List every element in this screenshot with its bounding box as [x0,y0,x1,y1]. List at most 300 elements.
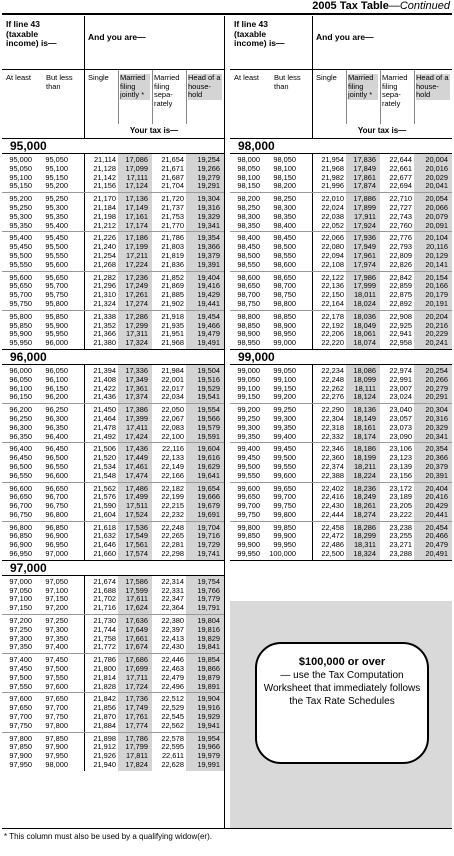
mfs-cell: 22,001 [161,374,184,384]
at-least-cell: 99,900 [237,540,260,550]
single-cell: 21,912 [93,742,116,752]
but-less-cell: 95,850 [45,311,68,321]
bracket-rows [2,365,224,560]
mfs-cell: 22,611 [161,751,184,761]
mfs-cell: 22,958 [389,338,412,348]
mfs-cell: 22,149 [161,461,184,471]
row-group [230,522,452,560]
mfs-label: Married filing sepa-rately [382,73,408,108]
single-cell: 22,318 [321,422,344,432]
bracket-98000 [230,139,452,350]
mfj-cell: 18,261 [353,501,376,511]
but-less-cell: 98,400 [273,220,296,230]
title-suffix: —Continued [388,0,450,12]
but-less-cell: 95,050 [45,155,68,164]
hoh-cell: 20,341 [425,431,448,441]
but-less-cell: 96,550 [45,461,68,471]
mfs-label: Married filing sepa-rately [154,73,180,108]
hoh-cell: 19,641 [197,470,220,480]
table-row [2,761,224,770]
single-cell: 21,856 [93,703,116,713]
but-less-cell: 95,200 [45,181,68,191]
at-least-cell: 95,250 [9,202,32,212]
at-least-cell: 97,300 [9,633,32,643]
mfs-cell: 22,776 [389,233,412,243]
mfj-cell: 18,024 [353,298,376,308]
mfj-cell: 17,349 [125,374,148,384]
mfj-cell: 18,211 [353,461,376,471]
mfs-cell: 22,694 [389,181,412,191]
single-cell: 21,702 [93,594,116,604]
hoh-cell: 20,379 [425,461,448,471]
but-less-cell: 96,500 [45,453,68,463]
but-less-cell: 99,250 [273,405,296,415]
at-least-cell: 99,950 [237,549,260,559]
but-less-cell: 97,100 [45,585,68,595]
hoh-cell: 20,366 [425,453,448,463]
mfj-cell: 17,986 [353,272,376,282]
single-cell: 22,122 [321,272,344,282]
single-cell: 22,332 [321,431,344,441]
hoh-cell: 19,404 [197,272,220,282]
at-least-cell: 99,400 [237,444,260,454]
hoh-cell: 20,304 [425,405,448,415]
single-cell: 21,422 [93,383,116,393]
but-less-cell: 98,450 [273,233,296,243]
at-least-cell: 95,400 [9,233,32,243]
single-cell: 22,094 [321,250,344,260]
hoh-cell: 19,279 [197,172,220,182]
row-group [230,311,452,349]
mfs-cell: 22,677 [389,172,412,182]
at-least-cell: 99,800 [237,522,260,532]
hoh-cell: 20,291 [425,392,448,402]
mfj-cell: 17,824 [125,760,148,770]
but-less-cell: 98,150 [273,172,296,182]
mfs-cell: 22,413 [161,633,184,643]
at-least-cell: 96,250 [9,413,32,423]
mfs-cell: 22,397 [161,624,184,634]
mfs-cell: 23,123 [389,453,412,463]
single-label: Single [88,73,109,82]
at-least-cell: 98,400 [237,233,260,243]
mfj-cell: 17,724 [125,681,148,691]
mfj-cell: 17,736 [125,694,148,704]
mfj-cell: 17,511 [125,501,148,511]
at-least-cell: 98,900 [237,329,260,339]
at-least-cell: 99,550 [237,470,260,480]
at-least-cell: 96,050 [9,374,32,384]
row-group [2,522,224,560]
mfj-cell: 17,386 [125,405,148,415]
mfs-cell: 22,364 [161,603,184,613]
hoh-cell: 19,441 [197,298,220,308]
single-cell: 21,170 [93,194,116,204]
single-cell: 21,674 [93,576,116,586]
mfs-cell: 22,727 [389,202,412,212]
single-cell: 21,940 [93,760,116,770]
but-less-cell: 99,350 [273,422,296,432]
but-less-cell: 96,350 [45,422,68,432]
mfs-cell: 23,189 [389,492,412,502]
bracket-heading: 96,000 [2,350,224,365]
hoh-cell: 19,904 [197,694,220,704]
hoh-cell: 20,104 [425,233,448,243]
but-less-cell: 98,900 [273,320,296,330]
mfj-cell: 17,536 [125,522,148,532]
at-least-cell: 97,950 [9,760,32,770]
but-less-cell: 99,900 [273,531,296,541]
mfs-cell: 22,578 [161,733,184,743]
single-cell: 21,646 [93,540,116,550]
mfs-cell: 21,687 [161,172,184,182]
but-less-cell: 99,550 [273,461,296,471]
mfj-cell: 18,186 [353,444,376,454]
notice-text: — use the Tax Computation Worksheet that immediately follows the Tax Rate Schedules [263,670,421,707]
single-cell: 21,618 [93,522,116,532]
mfj-cell: 17,636 [125,616,148,626]
mfs-cell: 23,271 [389,540,412,550]
at-least-cell: 95,200 [9,194,32,204]
single-cell: 21,534 [93,461,116,471]
row-group [2,365,224,404]
hoh-cell: 20,091 [425,220,448,230]
single-cell: 22,220 [321,338,344,348]
but-less-cell: 96,200 [45,392,68,402]
at-least-cell: 96,100 [9,383,32,393]
at-least-cell: 99,850 [237,531,260,541]
mfj-cell: 17,199 [125,242,148,252]
but-less-cell: 98,300 [273,202,296,212]
single-cell: 22,416 [321,492,344,502]
mfj-cell: 18,136 [353,405,376,415]
mfs-cell: 22,743 [389,211,412,221]
at-least-cell: 98,950 [237,338,260,348]
at-least-cell: 96,750 [9,509,32,519]
mfj-cell: 17,611 [125,594,148,604]
mfs-cell: 22,430 [161,642,184,652]
mfs-cell: 22,974 [389,365,412,375]
but-less-cell: 99,300 [273,413,296,423]
mfs-cell: 23,057 [389,413,412,423]
mfj-cell: 17,411 [125,422,148,432]
mfj-cell: 18,074 [353,338,376,348]
left-table [2,16,225,828]
but-less-cell: 97,850 [45,733,68,743]
but-less-cell: 97,750 [45,712,68,722]
but-less-cell: 96,050 [45,365,68,375]
mfj-cell: 18,299 [353,531,376,541]
single-cell: 21,478 [93,422,116,432]
hoh-cell: 19,291 [197,181,220,191]
hoh-cell: 20,141 [425,259,448,269]
hoh-cell: 19,454 [197,311,220,321]
at-least-cell: 99,600 [237,483,260,493]
mfj-cell: 17,261 [125,290,148,300]
row-group [2,272,224,311]
hoh-cell: 19,779 [197,594,220,604]
mfs-cell: 22,809 [389,250,412,260]
mfj-cell: 18,011 [353,290,376,300]
mfj-cell: 17,774 [125,720,148,730]
at-least-label: At least [234,73,260,82]
single-cell: 22,080 [321,242,344,252]
page-title [312,0,450,12]
but-less-cell: 99,650 [273,483,296,493]
but-less-cell: 96,850 [45,522,68,532]
col-sep [152,70,153,124]
mfs-cell: 23,073 [389,422,412,432]
table-row [2,472,224,481]
table-row [2,222,224,231]
at-least-cell: 96,800 [9,522,32,532]
but-less-cell: 99,750 [273,501,296,511]
single-cell: 22,402 [321,483,344,493]
col-sep [380,70,381,124]
header-rule [2,69,224,70]
single-cell: 21,772 [93,642,116,652]
mfj-cell: 17,686 [125,655,148,665]
hoh-cell: 19,354 [197,233,220,243]
but-less-cell: 96,400 [45,431,68,441]
single-cell: 22,206 [321,329,344,339]
at-least-cell: 99,700 [237,501,260,511]
but-less-cell: 95,950 [45,329,68,339]
mfs-cell: 23,288 [389,549,412,559]
row-group [230,404,452,443]
but-less-cell: 96,650 [45,483,68,493]
mfs-cell: 22,380 [161,616,184,626]
single-cell: 22,486 [321,540,344,550]
mfj-cell: 17,124 [125,181,148,191]
bracket-rows [230,365,452,560]
at-least-cell: 99,300 [237,422,260,432]
hoh-cell: 20,254 [425,365,448,375]
col-sep [346,70,347,124]
hoh-cell: 19,766 [197,585,220,595]
at-least-cell: 95,650 [9,281,32,291]
mfs-cell: 21,968 [161,338,184,348]
at-least-cell: 98,150 [237,181,260,191]
and-you-are-label: And you are— [88,32,146,42]
but-less-cell: 96,450 [45,444,68,454]
but-less-cell: 95,550 [45,250,68,260]
single-cell: 21,898 [93,733,116,743]
at-least-cell: 97,450 [9,664,32,674]
but-less-cell: 95,500 [45,242,68,252]
table-row [2,182,224,191]
single-cell: 21,562 [93,483,116,493]
hoh-cell: 20,179 [425,290,448,300]
mfs-cell: 23,156 [389,470,412,480]
mfs-cell: 22,859 [389,281,412,291]
but-less-cell: 97,200 [45,603,68,613]
but-less-cell: 98,850 [273,311,296,321]
table-row [230,339,452,348]
at-least-cell: 98,600 [237,272,260,282]
single-cell: 22,024 [321,202,344,212]
hoh-cell: 20,154 [425,272,448,282]
hoh-cell: 19,366 [197,242,220,252]
hoh-cell: 19,391 [197,259,220,269]
single-cell: 21,324 [93,298,116,308]
mfj-cell: 17,811 [125,751,148,761]
single-cell: 22,178 [321,311,344,321]
mfs-cell: 22,298 [161,549,184,559]
single-cell: 21,184 [93,202,116,212]
but-less-cell: 96,800 [45,509,68,519]
hoh-cell: 19,729 [197,540,220,550]
single-cell: 21,716 [93,603,116,613]
at-least-cell: 95,700 [9,290,32,300]
at-least-cell: 95,100 [9,172,32,182]
mfj-cell: 17,249 [125,281,148,291]
single-cell: 21,310 [93,290,116,300]
single-cell: 21,352 [93,320,116,330]
mfs-cell: 22,875 [389,290,412,300]
mfj-cell: 18,061 [353,329,376,339]
single-cell: 21,590 [93,501,116,511]
but-less-cell: 95,750 [45,290,68,300]
mfs-cell: 22,463 [161,664,184,674]
single-cell: 21,380 [93,338,116,348]
top-rule [2,13,452,15]
at-least-cell: 95,550 [9,259,32,269]
at-least-cell: 95,850 [9,320,32,330]
col-sep [186,70,187,124]
mfj-cell: 17,524 [125,509,148,519]
table-row [230,300,452,309]
header-divider [84,16,85,138]
single-cell: 21,800 [93,664,116,674]
mfj-cell: 17,561 [125,540,148,550]
mfj-cell: 17,136 [125,194,148,204]
but-less-cell: 95,600 [45,259,68,269]
mfs-cell: 23,205 [389,501,412,511]
single-cell: 21,268 [93,259,116,269]
mfj-cell: 17,399 [125,413,148,423]
single-cell: 21,142 [93,172,116,182]
hoh-cell: 20,054 [425,194,448,204]
row-group [230,193,452,232]
hoh-cell: 20,241 [425,338,448,348]
single-cell: 22,500 [321,549,344,559]
bracket-95000 [2,139,224,350]
single-cell: 21,548 [93,470,116,480]
table-row [2,683,224,692]
but-less-cell: 97,800 [45,720,68,730]
but-less-cell: 96,750 [45,501,68,511]
single-cell: 22,276 [321,392,344,402]
at-least-cell: 99,750 [237,509,260,519]
but-less-cell: 96,700 [45,492,68,502]
at-least-cell: 97,000 [9,576,32,586]
mfj-cell: 17,661 [125,633,148,643]
mfj-cell: 18,124 [353,392,376,402]
row-group [230,443,452,482]
single-cell: 22,248 [321,374,344,384]
mfs-cell: 21,951 [161,329,184,339]
but-less-cell: 98,200 [273,181,296,191]
but-less-cell: 97,250 [45,616,68,626]
but-less-cell: 96,250 [45,405,68,415]
at-least-cell: 97,850 [9,742,32,752]
at-least-cell: 95,150 [9,181,32,191]
hoh-cell: 19,429 [197,290,220,300]
hoh-cell: 19,466 [197,320,220,330]
mfs-cell: 21,753 [161,211,184,221]
at-least-cell: 97,750 [9,720,32,730]
hoh-cell: 19,691 [197,509,220,519]
hoh-cell: 19,854 [197,655,220,665]
single-cell: 21,408 [93,374,116,384]
mfs-cell: 22,595 [161,742,184,752]
at-least-cell: 97,250 [9,624,32,634]
at-least-cell: 99,450 [237,453,260,463]
table-row [2,300,224,309]
mfs-cell: 21,819 [161,250,184,260]
mfj-cell: 18,161 [353,422,376,432]
hoh-cell: 20,216 [425,320,448,330]
hoh-cell: 19,929 [197,712,220,722]
hoh-cell: 20,329 [425,422,448,432]
mfs-cell: 21,984 [161,365,184,375]
row-group [230,272,452,311]
single-cell: 21,338 [93,311,116,321]
hoh-cell: 20,266 [425,374,448,384]
hoh-cell: 20,079 [425,211,448,221]
mfs-cell: 22,545 [161,712,184,722]
mfj-cell: 17,286 [125,311,148,321]
hoh-cell: 20,354 [425,444,448,454]
mfs-cell: 22,232 [161,509,184,519]
but-less-cell: 97,050 [45,576,68,586]
table-header-left [2,16,224,139]
at-least-cell: 95,500 [9,250,32,260]
table-row [2,643,224,652]
bracket-97000 [2,561,224,771]
at-least-cell: 97,100 [9,594,32,604]
hoh-cell: 19,741 [197,549,220,559]
mfs-cell: 22,281 [161,540,184,550]
hoh-cell: 20,391 [425,470,448,480]
single-cell: 21,254 [93,250,116,260]
hoh-cell: 19,479 [197,329,220,339]
mfs-cell: 21,836 [161,259,184,269]
hoh-cell: 19,841 [197,642,220,652]
hoh-cell: 19,629 [197,461,220,471]
at-least-cell: 97,800 [9,733,32,743]
hoh-cell: 19,816 [197,624,220,634]
single-cell: 22,346 [321,444,344,454]
single-cell: 21,156 [93,181,116,191]
mfs-cell: 22,892 [389,298,412,308]
row-group [2,693,224,732]
but-less-cell: 98,650 [273,272,296,282]
single-cell: 21,604 [93,509,116,519]
bracket-heading: 95,000 [2,139,224,154]
single-cell: 21,632 [93,531,116,541]
but-less-cell: 95,650 [45,272,68,282]
at-least-cell: 96,500 [9,461,32,471]
mfs-cell: 23,255 [389,531,412,541]
mfj-cell: 17,549 [125,531,148,541]
hoh-cell: 20,041 [425,181,448,191]
at-least-cell: 96,850 [9,531,32,541]
mfs-cell: 23,172 [389,483,412,493]
bracket-99000 [230,350,452,561]
table-row [2,550,224,559]
